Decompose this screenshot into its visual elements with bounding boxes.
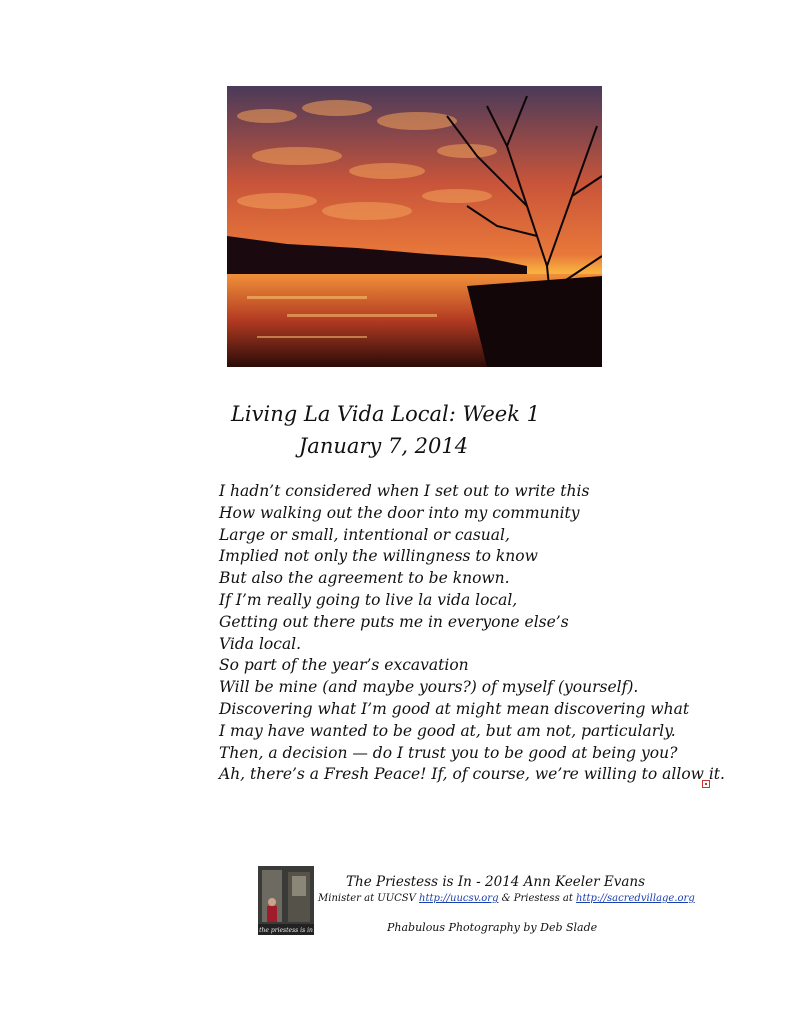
poem-date: January 7, 2014 xyxy=(298,434,469,458)
poem-line: I may have wanted to be good at, but am not, particularly. xyxy=(219,721,676,740)
poem-line: Discovering what I’m good at might mean discovering what xyxy=(219,699,690,718)
footer-author: The Priestess is In - 2014 Ann Keeler Evans xyxy=(346,874,646,890)
photo-credit: Phabulous Photography by Deb Slade xyxy=(387,921,598,934)
priestess-thumbnail-icon xyxy=(258,866,314,935)
uucsv-link[interactable]: http://uucsv.org xyxy=(419,893,499,904)
footer-affiliations xyxy=(318,893,695,904)
poem-line: Will be mine (and maybe yours?) of myself (yourself). xyxy=(219,678,639,697)
poem-line: Implied not only the willingness to know xyxy=(219,547,538,566)
priestess-prefix: & Priestess at xyxy=(498,893,577,904)
poem-line: But also the agreement to be known. xyxy=(219,569,510,588)
poem-line: If I’m really going to live la vida local, xyxy=(219,590,518,609)
annotation-marker-icon[interactable] xyxy=(702,780,710,788)
poem-line: How walking out the door into my community xyxy=(219,503,580,522)
sunset-lake-icon xyxy=(227,86,602,367)
poem-line: Vida local. xyxy=(219,634,302,653)
poem-title: Living La Vida Local: Week 1 xyxy=(230,402,540,426)
thumbnail-caption: the priestess is in xyxy=(259,927,313,934)
poem-line: So part of the year’s excavation xyxy=(219,656,469,675)
poem-line: Ah, there’s a Fresh Peace! If, of course, we’re willing to allow it. xyxy=(219,765,725,784)
poem-line: I hadn’t considered when I set out to write this xyxy=(219,482,590,500)
poem-line: Large or small, intentional or casual, xyxy=(219,525,510,544)
poem-line: Then, a decision — do I trust you to be good at being you? xyxy=(219,743,678,762)
poem-line: Getting out there puts me in everyone else’s xyxy=(219,612,569,631)
poem-body xyxy=(219,481,739,786)
sacredvillage-link[interactable]: http://sacredvillage.org xyxy=(576,893,695,904)
minister-prefix: Minister at UUCSV xyxy=(318,893,420,904)
sunset-lake-photo xyxy=(227,86,602,367)
priestess-thumbnail xyxy=(258,866,314,935)
